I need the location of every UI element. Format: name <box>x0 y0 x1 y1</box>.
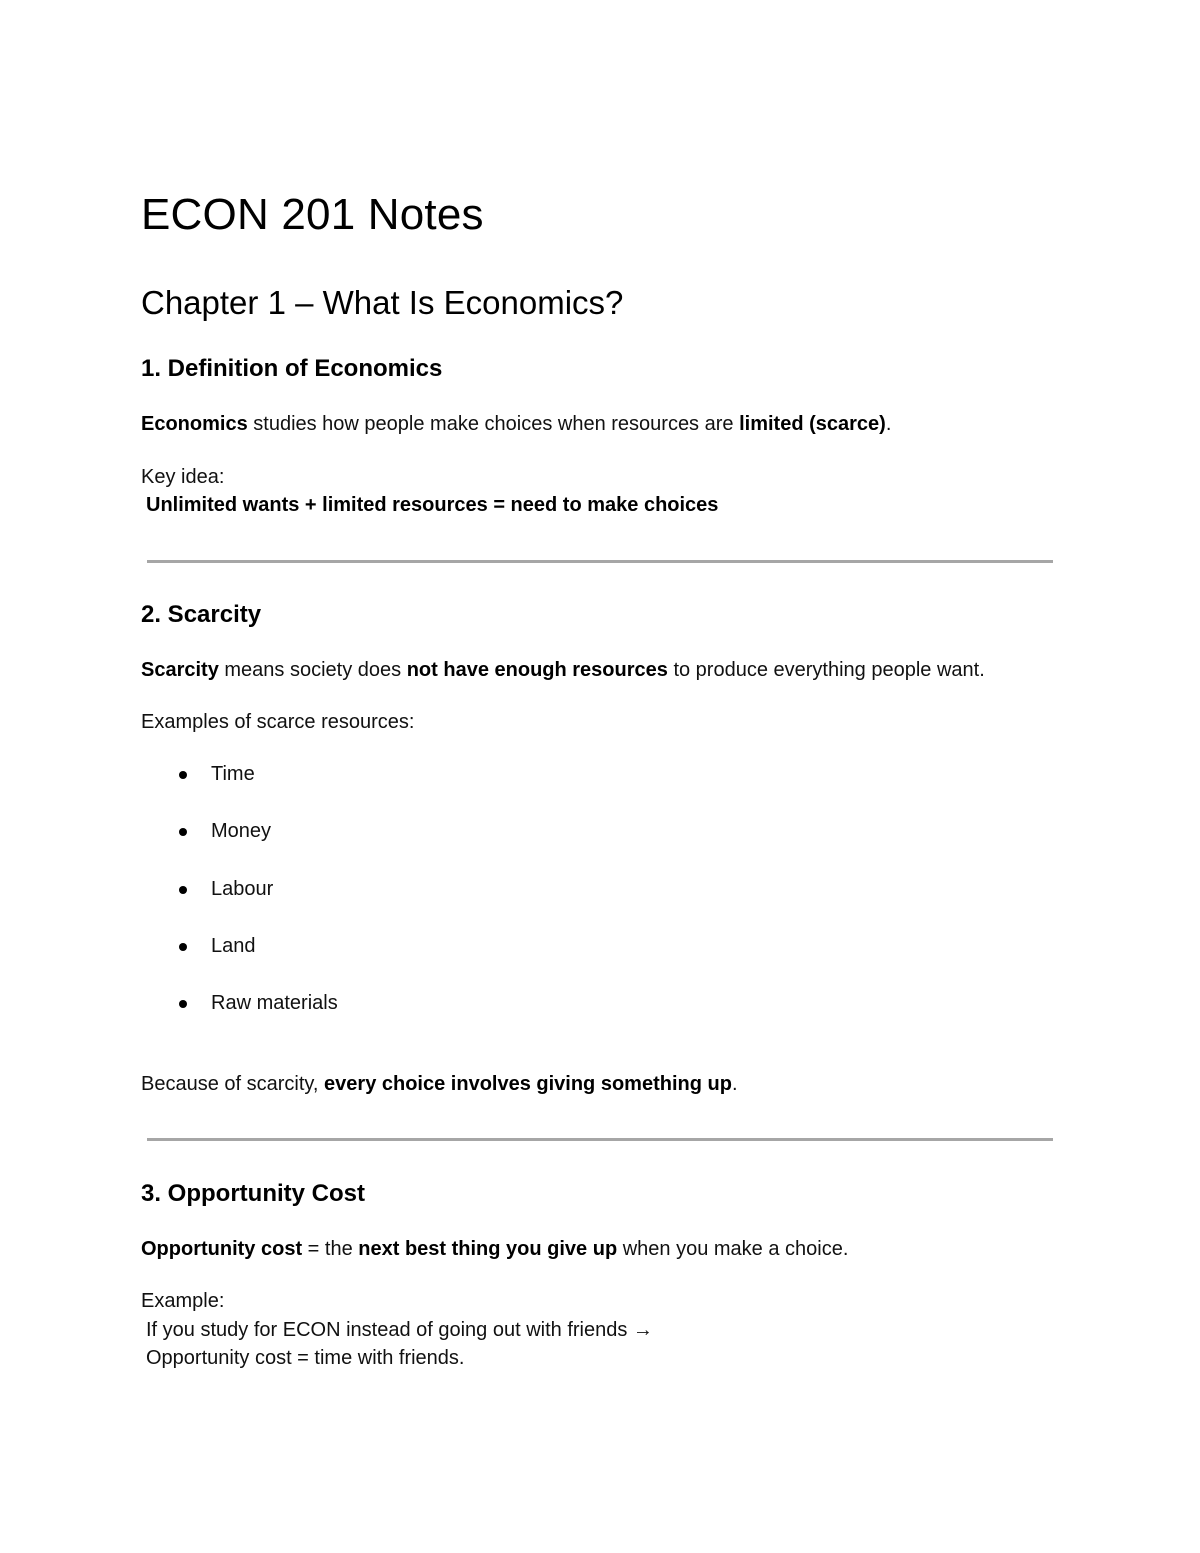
definition-emphasis: not have enough resources <box>406 659 668 681</box>
opportunity-cost-definition <box>141 1236 848 1262</box>
bullet-icon <box>179 1000 187 1008</box>
scarcity-definition <box>141 657 985 683</box>
key-idea-label: Key idea: <box>141 466 225 488</box>
section-divider <box>147 1138 1053 1141</box>
definition-text: means society does <box>218 659 407 681</box>
section-heading-definition: 1. Definition of Economics <box>141 355 443 382</box>
scarcity-conclusion <box>141 1071 738 1097</box>
section-heading-scarcity: 2. Scarcity <box>141 601 262 628</box>
list-item-label: Time <box>211 763 255 785</box>
scarcity-term: Scarcity <box>141 659 219 681</box>
example-label: Example: <box>141 1290 225 1312</box>
example-line: Opportunity cost = time with friends. <box>146 1347 465 1369</box>
conclusion-end: . <box>731 1073 738 1095</box>
definition-emphasis: next best thing you give up <box>358 1238 618 1260</box>
economics-term: Economics <box>141 413 248 435</box>
list-item-label: Labour <box>211 877 274 900</box>
section-heading-opportunity-cost: 3. Opportunity Cost <box>141 1180 365 1207</box>
definition-end: to produce everything people want. <box>667 659 985 681</box>
bullet-icon <box>179 943 187 951</box>
key-idea-text <box>146 492 718 518</box>
bullet-icon <box>179 771 187 779</box>
section-divider <box>147 560 1053 563</box>
definition-emphasis: limited (scarce) <box>739 413 886 435</box>
document-title: ECON 201 Notes <box>141 190 484 239</box>
example-line: If you study for ECON instead of going out with friends → <box>146 1319 653 1341</box>
chapter-title: Chapter 1 – What Is Economics? <box>141 284 624 321</box>
list-item-label: Money <box>211 820 272 843</box>
economics-definition <box>141 411 891 437</box>
opportunity-cost-term: Opportunity cost <box>141 1238 303 1260</box>
conclusion-emphasis: every choice involves giving something up <box>324 1073 732 1095</box>
definition-text: studies how people make choices when resources are <box>247 413 740 435</box>
conclusion-text: Because of scarcity, <box>141 1073 325 1095</box>
bullet-icon <box>179 828 187 836</box>
definition-text: = the <box>302 1238 359 1260</box>
list-item-label: Raw materials <box>211 992 338 1014</box>
key-idea-emphasis: Unlimited wants + limited resources = need to make choices <box>146 494 719 516</box>
definition-end: . <box>885 413 892 435</box>
bullet-icon <box>179 886 187 894</box>
list-item-label: Land <box>211 934 256 957</box>
examples-label: Examples of scarce resources: <box>141 711 415 733</box>
definition-end: when you make a choice. <box>617 1238 849 1260</box>
